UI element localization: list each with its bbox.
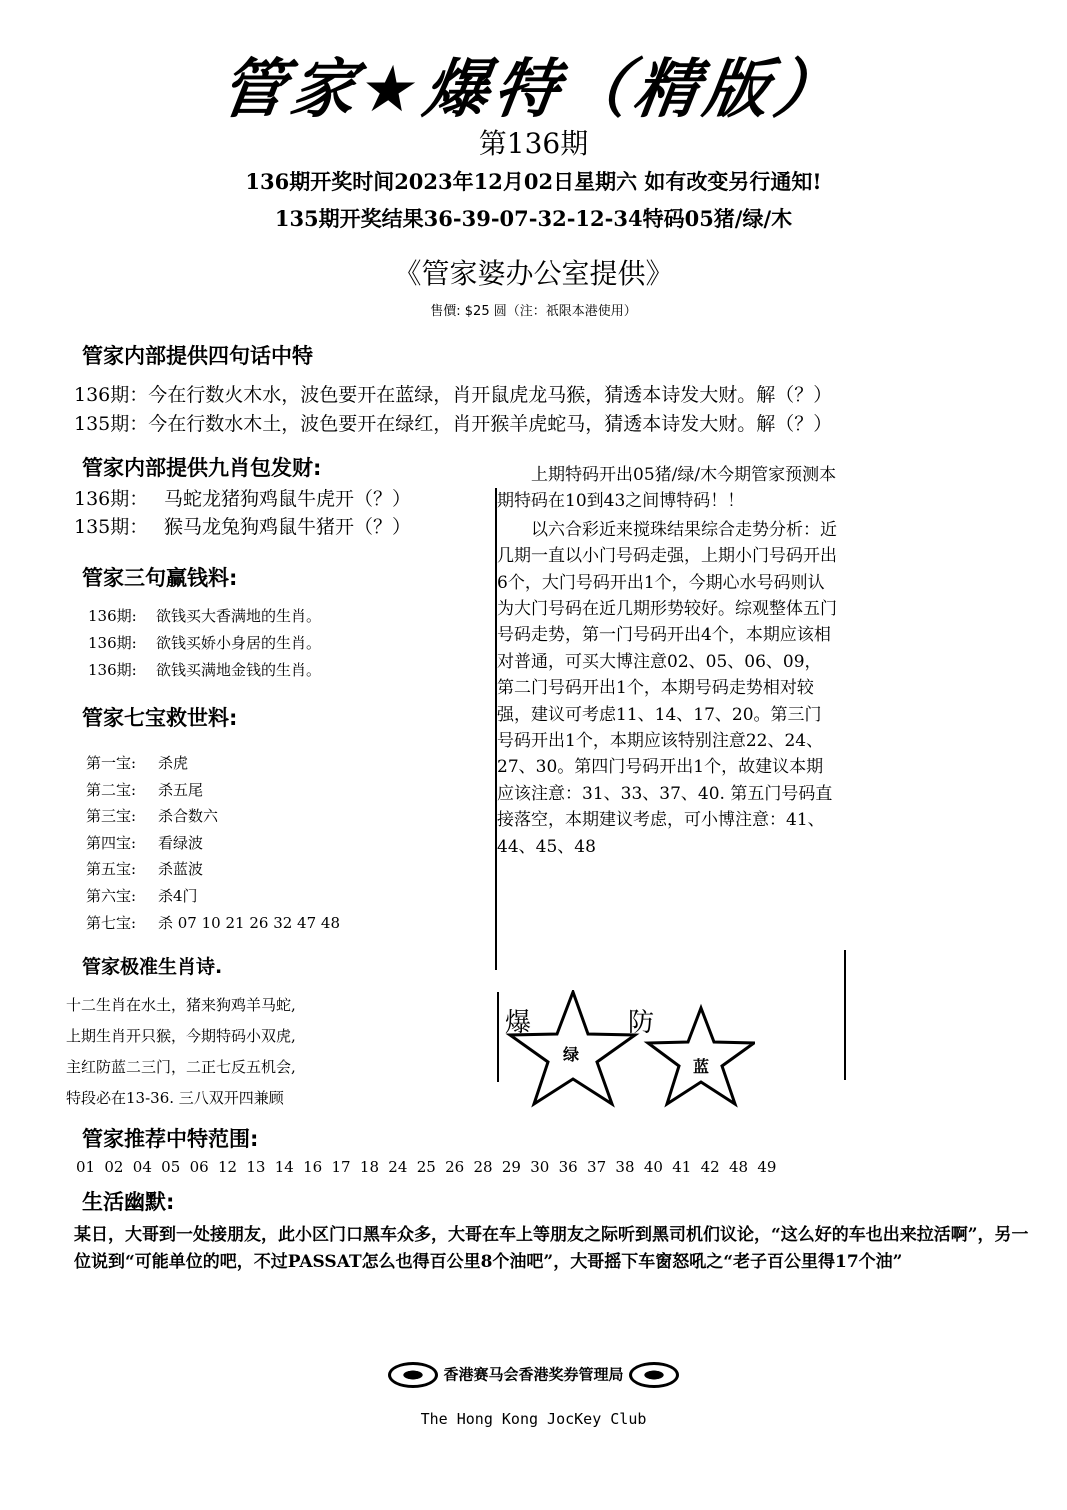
- three-lines-1: [88, 605, 321, 626]
- poem-line: 主红防蓝二三门，二正七反五机会,: [66, 1058, 296, 1076]
- text: 欲钱买娇小身居的生肖。: [156, 634, 322, 652]
- label: 136期:: [88, 607, 137, 625]
- range-number: 05: [161, 1158, 181, 1176]
- star-right-label: 防: [628, 1008, 655, 1038]
- range-number: 37: [587, 1158, 607, 1176]
- range-number: 48: [728, 1158, 749, 1176]
- treasure-item: 第一宝: 杀虎: [86, 754, 189, 772]
- poem-line: 上期生肖开只猴，今期特码小双虎,: [66, 1027, 296, 1045]
- range-heading: 管家推荐中特范围:: [82, 1127, 259, 1151]
- analysis-paragraph-2: 以六合彩近来搅珠结果综合走势分析：近几期一直以小门号码走强，上期小门号码开出6个，大门号码开出1个，今期心水号码则认为大门号码在近几期形势较好。综观整体五门号码走势，第一门号码开出4个，本期应该相对普通，可买大博注意02、05、06、09，第二门号码开出1个，本期号码走势相对较强，建议可考虑11、14、17、20。第三门号码开出1个，本期应该特别注意22、24、27、30。第四门号码开出1个，故建议本期应该注意：31、33、37、40. 第五门号码直接落空，本期建议考虑，可小博注意：41、44、45、48: [497, 519, 837, 857]
- range-number: 04: [132, 1158, 152, 1176]
- range-number: 26: [445, 1158, 465, 1176]
- treasure-item: 第四宝: 看绿波: [86, 833, 204, 852]
- three-lines-3: [88, 659, 321, 680]
- poem-line: 十二生肖在水土，猪来狗鸡羊马蛇,: [66, 996, 296, 1014]
- range-number: 02: [104, 1158, 124, 1176]
- range-numbers: [76, 1158, 786, 1176]
- nine-zodiac-136: [74, 484, 411, 511]
- jockey-club-logo-icon: [388, 1362, 438, 1388]
- issue-number: 第136期: [478, 127, 589, 160]
- range-number: 40: [643, 1158, 663, 1176]
- seven-treasures-list: [86, 750, 340, 936]
- nine-zodiac-135: [74, 512, 411, 539]
- label: 136期:: [88, 634, 137, 652]
- provider: 《管家婆办公室提供》: [393, 257, 674, 290]
- text: 猴马龙兔狗鸡鼠牛猪开（？）: [164, 516, 412, 538]
- three-lines-2: [88, 632, 321, 653]
- humor-heading: 生活幽默:: [82, 1190, 175, 1214]
- range-number: 28: [473, 1158, 493, 1176]
- humor-text: 某日，大哥到一处接朋友，此小区门口黑车众多，大哥在车上等朋友之际听到黑司机们议论，“这么好的车也出来拉活啊”，另一位说到“可能单位的吧，不过PASSAT怎么也得百公里8个油吧”，大哥摇下车窗怒吼之“老子百公里得17个油”: [74, 1225, 1029, 1272]
- last-result: 135期开奖结果36-39-07-32-12-34特码05猪/绿/木: [274, 206, 793, 231]
- range-number: 41: [672, 1158, 692, 1176]
- star-left-label: 爆: [505, 1008, 532, 1038]
- range-number: 24: [388, 1158, 408, 1176]
- four-lines-135: 135期：今在行数水木土，波色要开在绿红，肖开猴羊虎蛇马，猜透本诗发大财。解（？）: [74, 413, 833, 435]
- range-number: 13: [246, 1158, 266, 1176]
- range-number: 49: [757, 1158, 777, 1176]
- range-number: 17: [331, 1158, 351, 1176]
- stars-graphic: [495, 990, 755, 1110]
- range-number: 01: [76, 1158, 96, 1176]
- poem-lines: [66, 990, 296, 1114]
- range-number: 29: [501, 1158, 521, 1176]
- treasure-item: 第三宝: 杀合数六: [86, 807, 219, 826]
- text: 马蛇龙猪狗鸡鼠牛虎开（？）: [164, 488, 412, 510]
- price-note: 售價: $25 圆（注：祇限本港使用）: [430, 304, 637, 319]
- treasure-item: 第五宝: 杀蓝波: [86, 860, 204, 879]
- range-number: 16: [303, 1158, 323, 1176]
- star-left-text: 绿: [563, 1045, 580, 1064]
- footer-org-cn: 香港赛马会香港奖券管理局: [443, 1365, 624, 1384]
- treasure-item: 第七宝: 杀 07 10 21 26 32 47 48: [86, 913, 340, 932]
- nine-zodiac-heading: 管家内部提供九肖包发财:: [82, 456, 322, 480]
- label: 136期：: [74, 488, 149, 510]
- range-number: 30: [530, 1158, 550, 1176]
- text: 欲钱买大香满地的生肖。: [156, 607, 322, 625]
- seven-treasures-heading: 管家七宝救世料:: [82, 706, 238, 730]
- range-number: 12: [217, 1158, 238, 1176]
- page-title: 管家★爆特（精版）: [215, 53, 850, 127]
- range-number: 36: [558, 1158, 578, 1176]
- range-number: 38: [615, 1158, 635, 1176]
- range-number: 06: [189, 1158, 209, 1176]
- label: 135期：: [74, 516, 149, 538]
- jockey-club-logo-icon: [629, 1362, 679, 1388]
- poem-heading: 管家极准生肖诗.: [82, 956, 223, 978]
- stars-divider-right: [844, 950, 846, 1080]
- four-lines-136: 136期：今在行数火木水，波色要开在蓝绿，肖开鼠虎龙马猴，猜透本诗发大财。解（？）: [74, 384, 833, 406]
- treasure-item: 第二宝: 杀五尾: [86, 780, 204, 799]
- range-number: 25: [416, 1158, 436, 1176]
- range-number: 14: [274, 1158, 294, 1176]
- three-lines-heading: 管家三句赢钱料:: [82, 566, 238, 590]
- four-lines-heading: 管家内部提供四句话中特: [82, 344, 313, 368]
- footer-org-en: The Hong Kong JocKey Club: [420, 1410, 647, 1428]
- draw-time: 136期开奖时间2023年12月02日星期六 如有改变另行通知!: [245, 169, 822, 194]
- analysis-box: [497, 462, 837, 860]
- treasure-item: 第六宝: 杀4门: [86, 886, 198, 905]
- footer-org: [0, 1362, 1067, 1388]
- range-number: 42: [700, 1158, 720, 1176]
- analysis-paragraph-1: 上期特码开出05猪/绿/木今期管家预测本期特码在10到43之间博特码！！: [497, 465, 837, 512]
- text: 欲钱买满地金钱的生肖。: [156, 661, 322, 679]
- range-number: 18: [359, 1158, 379, 1176]
- label: 136期:: [88, 661, 137, 679]
- poem-line: 特段必在13-36. 三八双开四兼顾: [66, 1089, 284, 1107]
- star-right-text: 蓝: [693, 1057, 710, 1076]
